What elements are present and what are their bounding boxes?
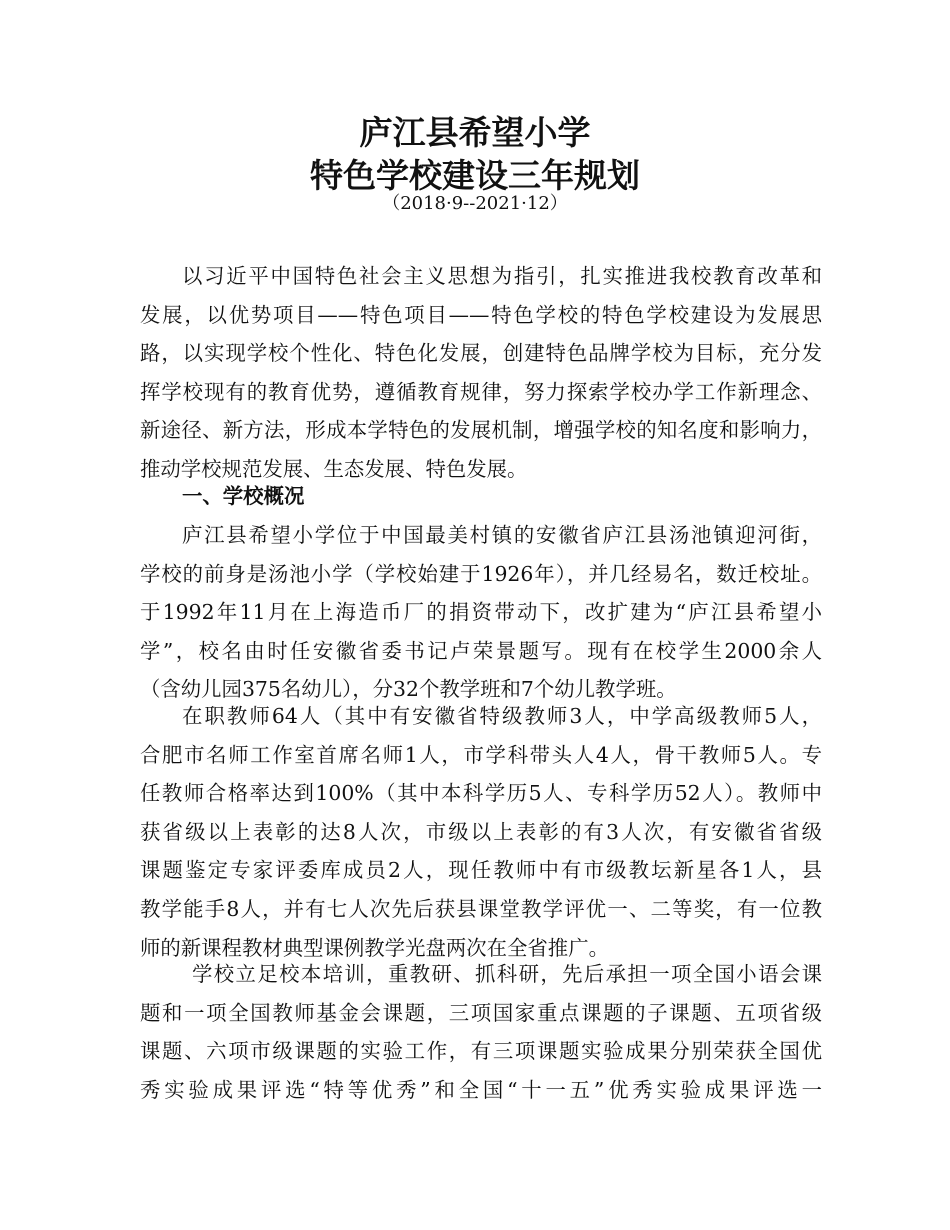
research-paragraph bbox=[140, 955, 822, 1109]
school-name-title: 庐江县希望小学 bbox=[359, 113, 591, 152]
paragraph-line: 题和一项全国教师基金会课题，三项国家重点课题的子课题、五项省级 bbox=[140, 1000, 822, 1025]
paragraph-line: 师的新课程教材典型课例教学光盘两次在全省推广。 bbox=[140, 935, 609, 960]
paragraph-line: 课题、六项市级课题的实验工作，有三项课题实验成果分别荣获全国优 bbox=[140, 1039, 822, 1064]
paragraph-line: 路，以实现学校个性化、特色化发展，创建特色品牌学校为目标，充分发 bbox=[140, 341, 822, 366]
paragraph-line: 新途径、新方法，形成本学特色的发展机制，增强学校的知名度和影响力， bbox=[140, 418, 822, 443]
plan-period: （2018·9--2021·12） bbox=[382, 193, 568, 214]
paragraph-line: 获省级以上表彰的达8人次，市级以上表彰的有3人次，有安徽省省级 bbox=[140, 819, 822, 844]
paragraph-line: 学”，校名由时任安徽省委书记卢荣景题写。现有在校学生2000余人 bbox=[140, 638, 822, 663]
paragraph-line: 庐江县希望小学位于中国最美村镇的安徽省庐江县汤池镇迎河街， bbox=[182, 523, 822, 547]
paragraph-line: 合肥市名师工作室首席名师1人，市学科带头人4人，骨干教师5人。专 bbox=[140, 742, 822, 767]
paragraph-line: 发展，以优势项目——特色项目——特色学校的特色学校建设为发展思 bbox=[140, 302, 822, 327]
intro-paragraph bbox=[140, 257, 822, 489]
teachers-paragraph bbox=[140, 697, 822, 967]
paragraph-line: 推动学校规范发展、生态发展、特色发展。 bbox=[140, 456, 528, 481]
paragraph-line: 于1992年11月在上海造币厂的捐资带动下，改扩建为“庐江县希望小 bbox=[140, 600, 822, 625]
paragraph-line: 在职教师64人（其中有安徽省特级教师3人，中学高级教师5人， bbox=[182, 704, 822, 728]
paragraph-line: 课题鉴定专家评委库成员2人，现任教师中有市级教坛新星各1人，县 bbox=[140, 858, 822, 883]
section-heading-overview bbox=[140, 477, 822, 516]
paragraph-line: 以习近平中国特色社会主义思想为指引，扎实推进我校教育改革和 bbox=[182, 264, 822, 288]
paragraph-line: 秀实验成果评选“特等优秀”和全国“十一五”优秀实验成果评选一 bbox=[140, 1077, 822, 1102]
section-heading: 一、学校概况 bbox=[182, 484, 305, 508]
paragraph-line: 挥学校现有的教育优势，遵循教育规律，努力探索学校办学工作新理念、 bbox=[140, 379, 822, 404]
paragraph-line: （含幼儿园375名幼儿），分32个教学班和7个幼儿教学班。 bbox=[140, 677, 677, 702]
overview-paragraph bbox=[140, 516, 822, 709]
paragraph-line: 教学能手8人，并有七人次先后获县课堂教学评优一、二等奖，有一位教 bbox=[140, 896, 822, 921]
paragraph-line: 任教师合格率达到100%（其中本科学历5人、专科学历52人）。教师中 bbox=[140, 781, 822, 806]
paragraph-line: 学校立足校本培训，重教研、抓科研，先后承担一项全国小语会课 bbox=[192, 962, 822, 986]
plan-title: 特色学校建设三年规划 bbox=[310, 156, 640, 195]
paragraph-line: 学校的前身是汤池小学（学校始建于1926年），并几经易名，数迁校址。 bbox=[140, 561, 822, 586]
